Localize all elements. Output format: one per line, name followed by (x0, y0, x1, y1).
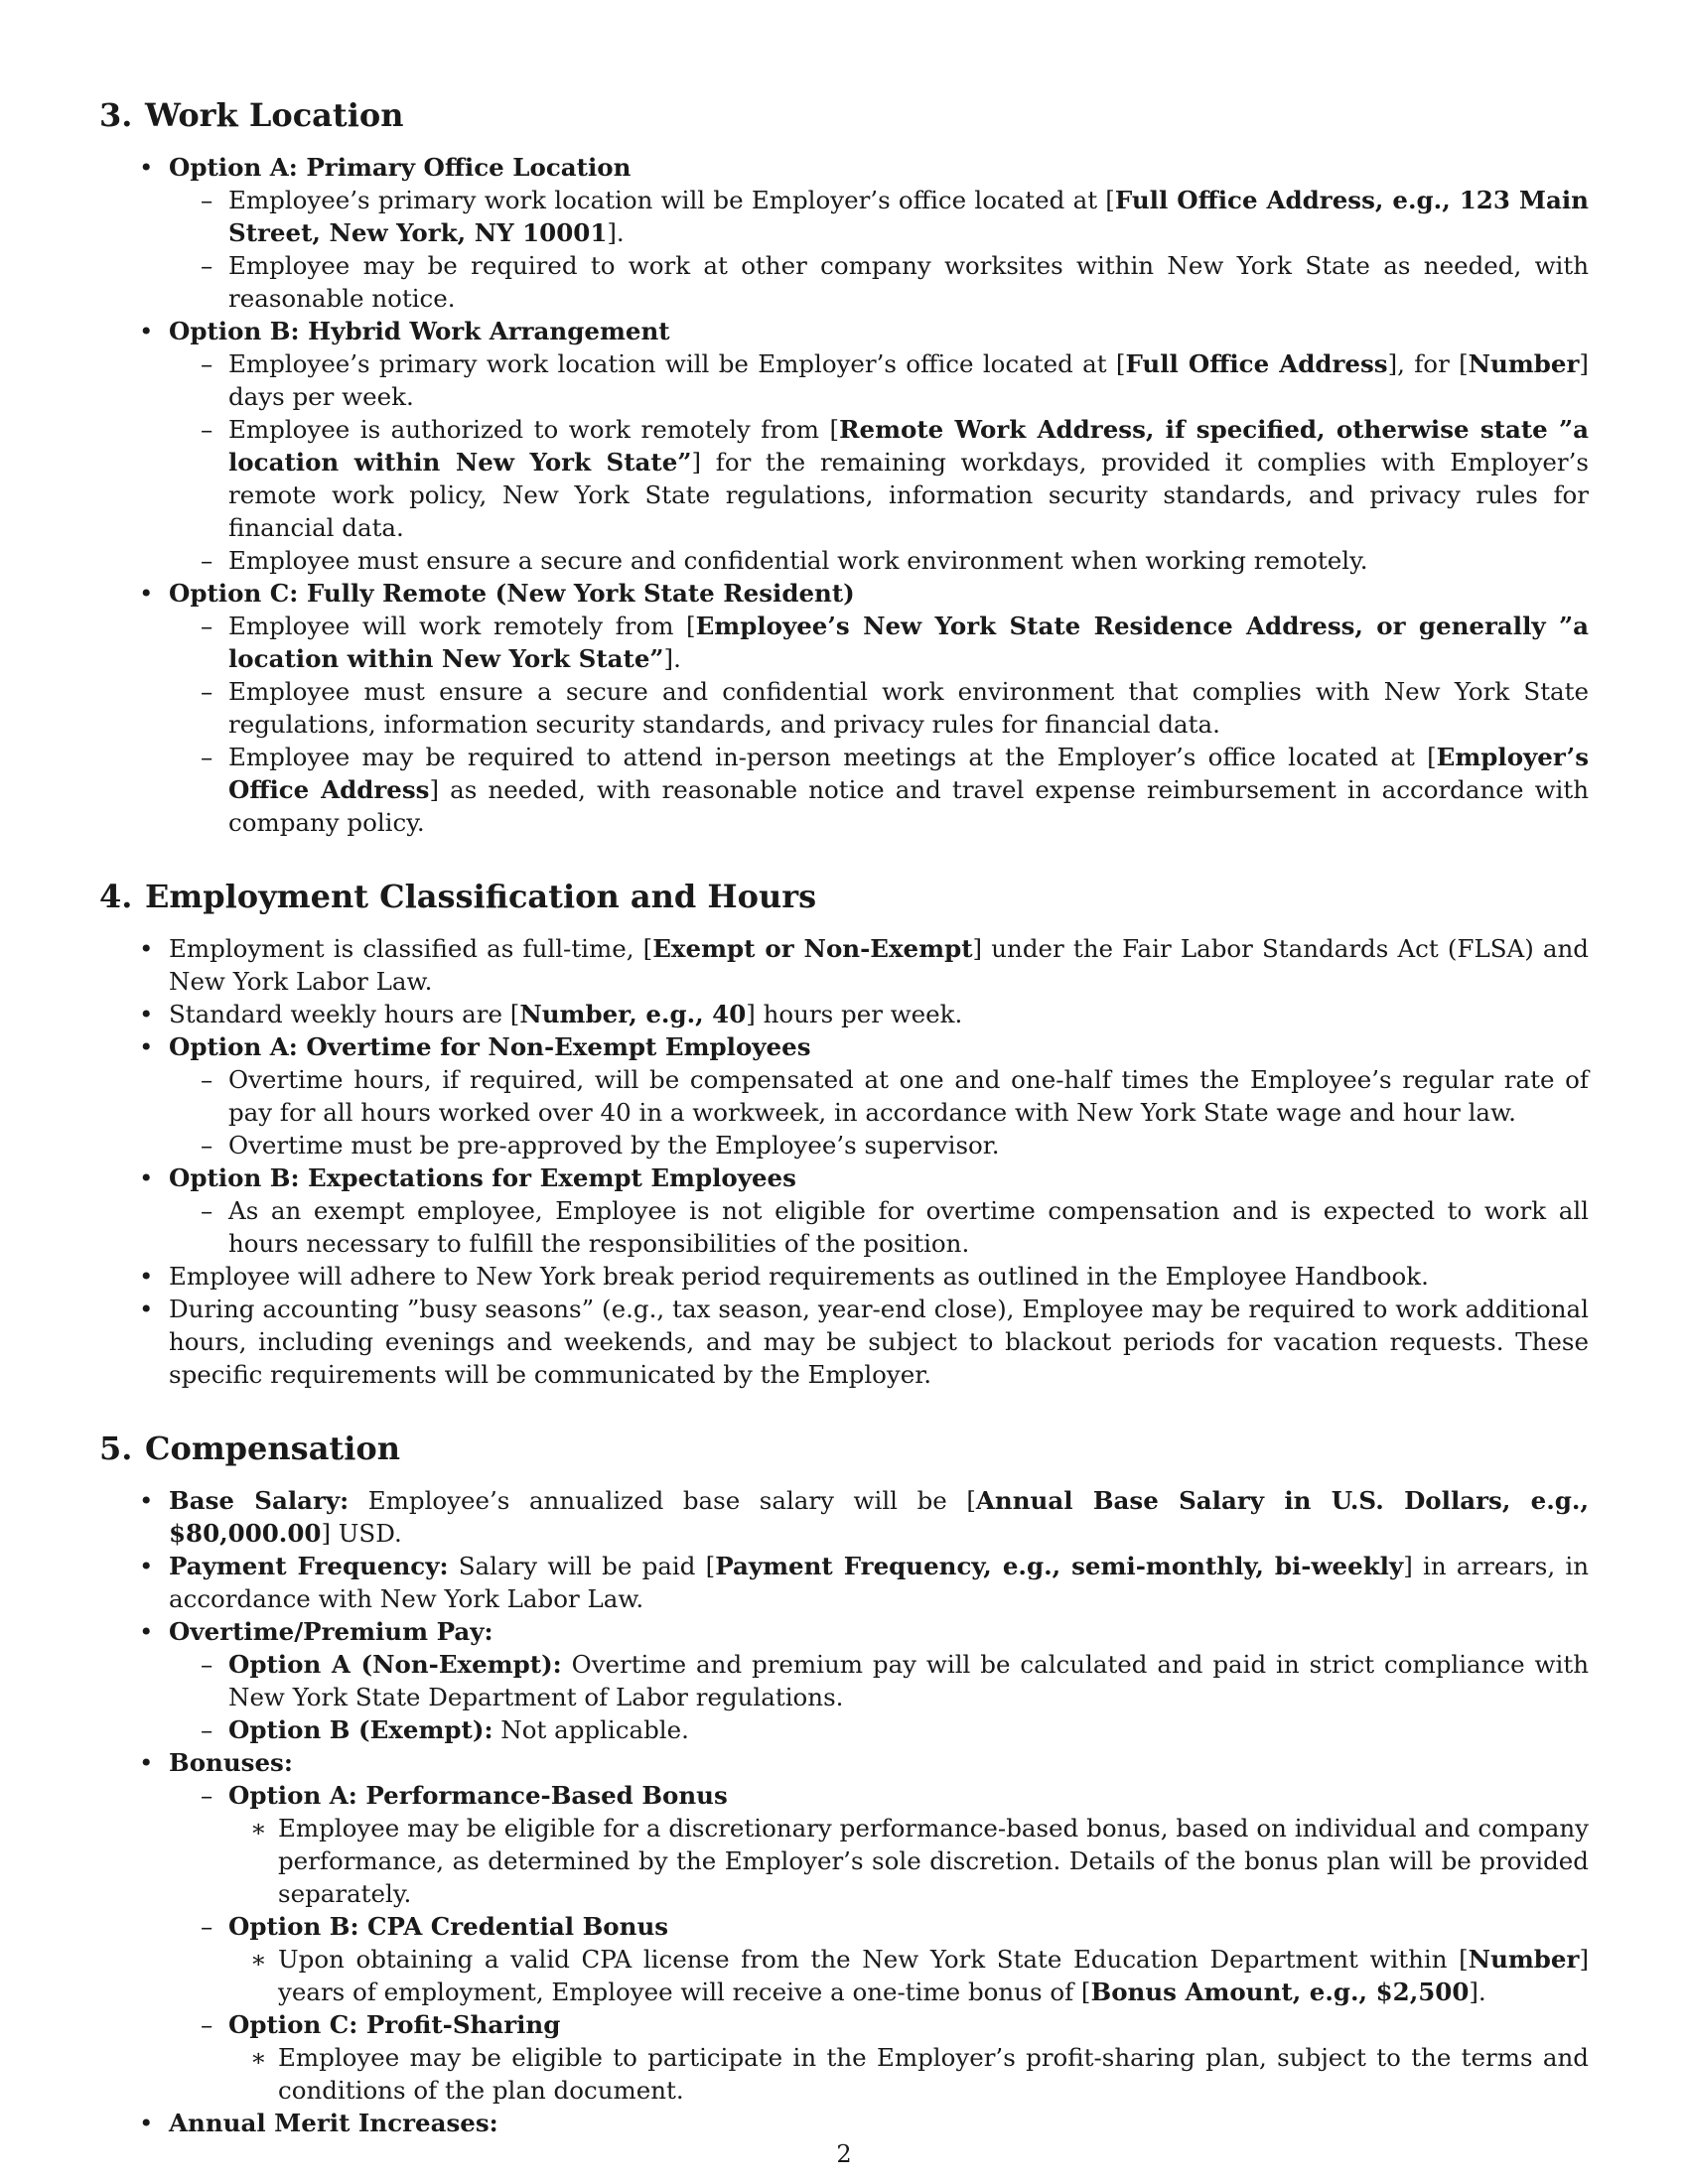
sub-list (169, 610, 1589, 839)
list-item: • Standard weekly hours are [Number, e.g., 40] hours per week. (99, 998, 1589, 1030)
sub-list (169, 1779, 1589, 2107)
list-item: – Option C: Profit-Sharing ∗ Employee may be eligible to participate in the Employer’s profit-sharing plan, subject to the terms and conditions of the plan document. (169, 2008, 1589, 2107)
sub-sub-list (228, 1812, 1589, 1910)
section-heading: 4. Employment Classification and Hours (99, 878, 817, 915)
list-item: – Option B (Exempt): Not applicable. (169, 1713, 1589, 1746)
list-item: – As an exempt employee, Employee is not eligible for overtime compensation and is expected to work all hours necessary to fulfill the responsibilities of the position. (169, 1194, 1589, 1260)
list-item: – Employee must ensure a secure and confidential work environment when working remotely. (169, 544, 1589, 577)
list-item: – Employee’s primary work location will be Employer’s office located at [Full Office Address, e.g., 123 Main Street, New York, NY 10001]. (169, 184, 1589, 249)
list-item: – Employee is authorized to work remotely from [Remote Work Address, if specified, otherwise state ”a location within New York State”] for the remaining workdays, provided it complies with Employer’s remote work policy, New York State regulations, information security standards, and privacy rules for financial data. (169, 413, 1589, 544)
list-item: – Employee may be required to attend in-person meetings at the Employer’s office located at [Employer’s Office Address] as needed, with reasonable notice and travel expense reimbursement in accordance with company policy. (169, 741, 1589, 839)
list-item: • Option A: Primary Office Location – Employee’s primary work location will be Employer’s office located at [Full Office Address, e.g., 123 Main Street, New York, NY 10001]. – Employee may be required to work at other company worksites within New York State as needed, with reasonable notice. (99, 151, 1589, 315)
list-item: • Option A: Overtime for Non-Exempt Employees – Overtime hours, if required, will be compensated at one and one-half times the Employee’s regular rate of pay for all hours worked over 40 in a workweek, in accordance with New York State wage and hour law. – Overtime must be pre-approved by the Employee’s supervisor. (99, 1030, 1589, 1161)
page-content (99, 95, 1589, 2177)
list-item: • Overtime/Premium Pay: – Option A (Non-Exempt): Overtime and premium pay will be calculated and paid in strict compliance with New York State Department of Labor regulations. – Option B (Exempt): Not applicable. (99, 1615, 1589, 1746)
list-item: – Option A: Performance-Based Bonus ∗ Employee may be eligible for a discretionary performance-based bonus, based on individual and company performance, as determined by the Employer’s sole discretion. Details of the bonus plan will be provided separately. (169, 1779, 1589, 1910)
section-compensation (99, 1429, 1589, 2139)
list-item: ∗ Employee may be eligible to participate in the Employer’s profit-sharing plan, subject to the terms and conditions of the plan document. (228, 2041, 1589, 2107)
list-item: • Payment Frequency: Salary will be paid [Payment Frequency, e.g., semi-monthly, bi-weekly] in arrears, in accordance with New York Labor Law. (99, 1550, 1589, 1615)
bullet-list (99, 1484, 1589, 2139)
bullet-list (99, 932, 1589, 1391)
sub-sub-list (228, 2041, 1589, 2107)
sub-list (169, 184, 1589, 315)
sub-list (169, 347, 1589, 577)
section-heading: 5. Compensation (99, 1430, 400, 1467)
list-item: – Employee must ensure a secure and confidential work environment that complies with New York State regulations, information security standards, and privacy rules for financial data. (169, 675, 1589, 741)
list-item: – Employee’s primary work location will be Employer’s office located at [Full Office Address], for [Number] days per week. (169, 347, 1589, 413)
sub-sub-list (228, 1943, 1589, 2008)
page-number: 2 (836, 2140, 852, 2168)
list-item: • During accounting ”busy seasons” (e.g., tax season, year-end close), Employee may be required to work additional hours, including evenings and weekends, and may be subject to blackout periods for vacation requests. These specific requirements will be communicated by the Employer. (99, 1293, 1589, 1391)
list-item: • Bonuses: – Option A: Performance-Based Bonus ∗ Employee may be eligible for a discretionary performance-based bonus, based on individual and company performance, as determined by the Employer’s sole discretion. Details of the bonus plan will be provided separately. – Option B: CPA Credential Bonus ∗ Upon obtaining a valid CPA license from the New York State Education Department within [Number] years of employment, Employee will receive a one-time bonus of [Bonus Amount, e.g., $2,500]. – Option C: Profit-Sharing ∗ Employee may be eligible to participate in the Employer’s profit-sharing plan, subject to the terms and conditions of the plan document. (99, 1746, 1589, 2107)
list-item: – Employee will work remotely from [Employee’s New York State Residence Address, or generally ”a location within New York State”]. (169, 610, 1589, 675)
list-item: ∗ Employee may be eligible for a discretionary performance-based bonus, based on individual and company performance, as determined by the Employer’s sole discretion. Details of the bonus plan will be provided separately. (228, 1812, 1589, 1910)
list-item: • Annual Merit Increases: (99, 2107, 1589, 2139)
list-item: – Overtime hours, if required, will be compensated at one and one-half times the Employee’s regular rate of pay for all hours worked over 40 in a workweek, in accordance with New York State wage and hour law. (169, 1063, 1589, 1129)
sub-list (169, 1194, 1589, 1260)
list-item: • Option C: Fully Remote (New York State Resident) – Employee will work remotely from [Employee’s New York State Residence Address, or generally ”a location within New York State”]. – Employee must ensure a secure and confidential work environment that complies with New York State regulations, information security standards, and privacy rules for financial data. – Employee may be required to attend in-person meetings at the Employer’s office located at [Employer’s Office Address] as needed, with reasonable notice and travel expense reimbursement in accordance with company policy. (99, 577, 1589, 839)
list-item: ∗ Upon obtaining a valid CPA license from the New York State Education Department within [Number] years of employment, Employee will receive a one-time bonus of [Bonus Amount, e.g., $2,500]. (228, 1943, 1589, 2008)
list-item: – Employee may be required to work at other company worksites within New York State as needed, with reasonable notice. (169, 249, 1589, 315)
section-heading: 3. Work Location (99, 96, 404, 134)
list-item: • Option B: Expectations for Exempt Employees – As an exempt employee, Employee is not eligible for overtime compensation and is expected to work all hours necessary to fulfill the responsibilities of the position. (99, 1161, 1589, 1260)
list-item: – Option B: CPA Credential Bonus ∗ Upon obtaining a valid CPA license from the New York State Education Department within [Number] years of employment, Employee will receive a one-time bonus of [Bonus Amount, e.g., $2,500]. (169, 1910, 1589, 2008)
bullet-list (99, 151, 1589, 839)
list-item: • Option B: Hybrid Work Arrangement – Employee’s primary work location will be Employer’s office located at [Full Office Address], for [Number] days per week. – Employee is authorized to work remotely from [Remote Work Address, if specified, otherwise state ”a location within New York State”] for the remaining workdays, provided it complies with Employer’s remote work policy, New York State regulations, information security standards, and privacy rules for financial data. – Employee must ensure a secure and confidential work environment when working remotely. (99, 315, 1589, 577)
sub-list (169, 1648, 1589, 1746)
list-item: • Base Salary: Employee’s annualized base salary will be [Annual Base Salary in U.S. Dollars, e.g., $80,000.00] USD. (99, 1484, 1589, 1550)
section-employment-classification (99, 877, 1589, 1391)
sub-list (169, 1063, 1589, 1161)
list-item: – Option A (Non-Exempt): Overtime and premium pay will be calculated and paid in strict compliance with New York State Department of Labor regulations. (169, 1648, 1589, 1713)
section-work-location (99, 95, 1589, 839)
list-item: • Employment is classified as full-time, [Exempt or Non-Exempt] under the Fair Labor Standards Act (FLSA) and New York Labor Law. (99, 932, 1589, 998)
list-item: • Employee will adhere to New York break period requirements as outlined in the Employee Handbook. (99, 1260, 1589, 1293)
list-item: – Overtime must be pre-approved by the Employee’s supervisor. (169, 1129, 1589, 1161)
